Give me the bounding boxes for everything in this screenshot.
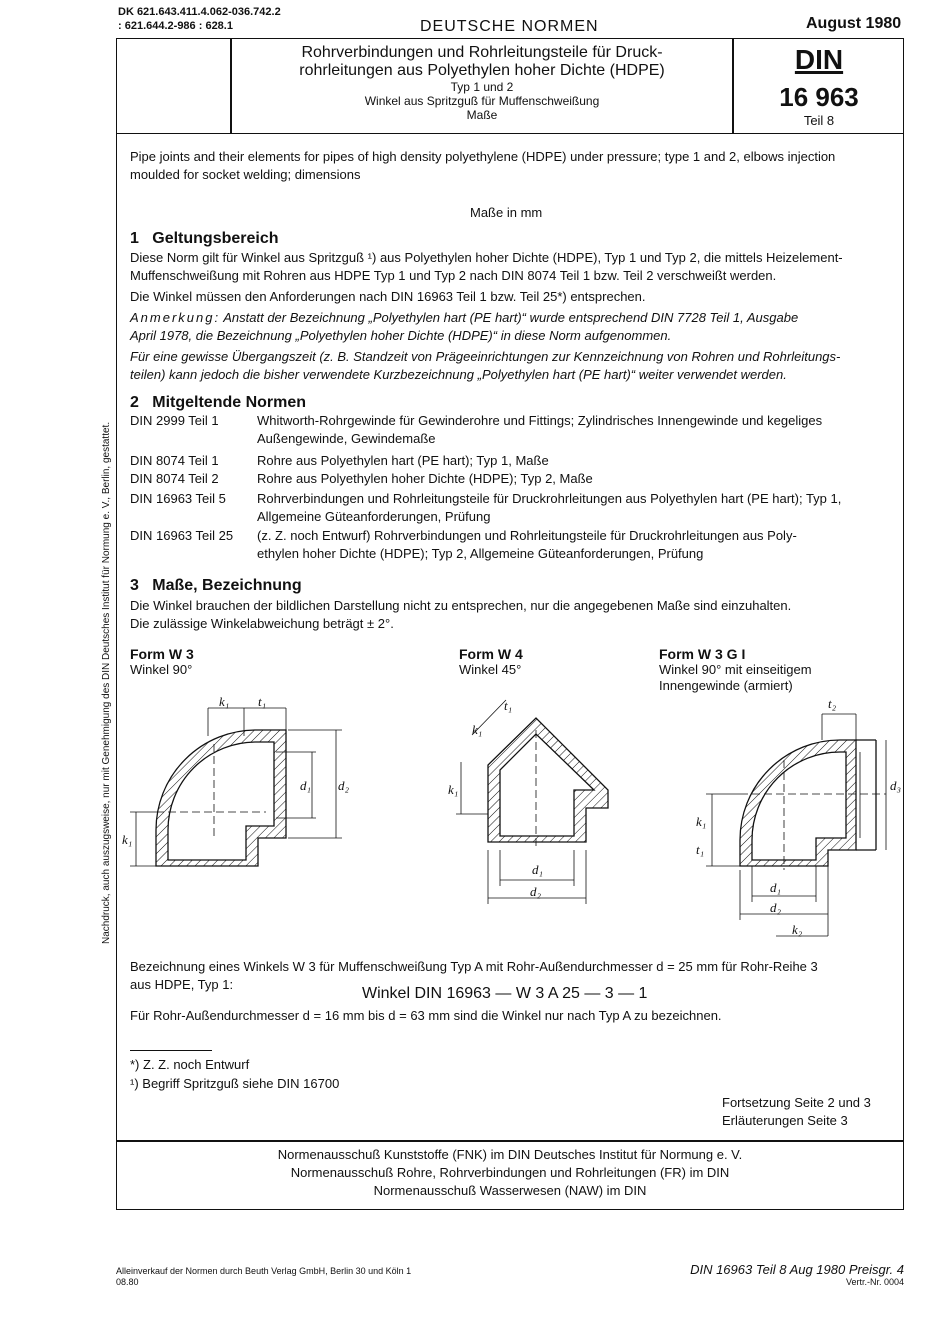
committee-line-2: Normenausschuß Rohre, Rohrverbindungen und Rohrleitungen (FR) im DIN	[290, 1165, 730, 1180]
committee-line-3: Normenausschuß Wasserwesen (NAW) im DIN	[373, 1183, 647, 1198]
title-line-1: Rohrverbindungen und Rohrleitungsteile für Druck-	[301, 44, 663, 61]
norm-text	[257, 527, 890, 563]
norm-text-line-2: ethylen hoher Dichte (HDPE); Typ 2, Allgemeine Güteanforderungen, Prüfung	[257, 546, 704, 561]
continuation-line-2: Erläuterungen Seite 3	[722, 1113, 848, 1128]
form-w3gi-title: Form W 3 G I	[659, 646, 746, 662]
w3gi-t2-label: t₂	[828, 696, 837, 711]
w4-t1-label: t₁	[504, 698, 513, 713]
norm-code: DIN 2999 Teil 1	[130, 413, 219, 428]
form-w4-heading	[459, 646, 523, 678]
footnote-rule	[130, 1050, 212, 1051]
w3gi-d3-label: d₃	[890, 778, 902, 793]
continuation-line-1: Fortsetzung Seite 2 und 3	[722, 1095, 871, 1110]
section-3-title: Maße, Bezeichnung	[152, 577, 302, 594]
norm-code: DIN 8074 Teil 1	[130, 453, 219, 468]
title-line-4: Winkel aus Spritzguß für Muffenschweißung	[364, 94, 600, 108]
w3gi-t1-label: t₁	[696, 842, 705, 857]
norm-text-line-2: Allgemeine Güteanforderungen, Prüfung	[257, 509, 491, 524]
din-part: Teil 8	[803, 113, 835, 128]
w3gi-k2-label: k₂	[792, 922, 803, 937]
din-logo: DIN	[794, 44, 844, 75]
designation-line-2: aus HDPE, Typ 1:	[130, 977, 234, 992]
form-w3gi-heading	[659, 646, 812, 694]
w3gi-d2-label: d₂	[770, 900, 782, 915]
s1-note-label: Anmerkung:	[130, 310, 221, 325]
form-w3gi-subtitle-1: Winkel 90° mit einseitigem	[659, 662, 812, 677]
section-1-title: Geltungsbereich	[152, 230, 279, 247]
form-w3-title: Form W 3	[130, 646, 194, 662]
s1-p2: Die Winkel müssen den Anforderungen nach DIN 16963 Teil 1 bzw. Teil 25*) entsprechen.	[130, 289, 646, 304]
norm-row	[130, 452, 890, 470]
header-deutsche-normen: DEUTSCHE NORMEN	[420, 18, 599, 35]
dk-line-2: : 621.644.2-986 : 628.1	[118, 20, 233, 32]
english-title-line-1: Pipe joints and their elements for pipes of high density polyethylene (HDPE) under pressure; type 1 and 2, elbows injection	[130, 149, 836, 164]
footer-left	[116, 1266, 411, 1288]
s3-p1: Die Winkel brauchen der bildlichen Darstellung nicht zu entsprechen, nur die angegebenen Maße sind einzuhalten.	[130, 598, 792, 613]
footer-right	[560, 1262, 904, 1288]
designation-example: Winkel DIN 16963 — W 3 A 25 — 3 — 1	[362, 985, 648, 1002]
w3-k1-label: k₁	[219, 694, 230, 709]
english-title	[130, 148, 900, 184]
w4-k1-label: k₁	[472, 722, 483, 737]
w3gi-d1-label: d₁	[770, 880, 782, 895]
s1-p1-line-1: Diese Norm gilt für Winkel aus Spritzguß ¹) aus Polyethylen hoher Dichte (HDPE), Typ 1 und Typ 2, die mittels Heizelement-	[130, 250, 843, 265]
footer-din-ref: DIN 16963 Teil 8 Aug 1980 Preisgr. 4	[690, 1262, 904, 1277]
section-3-heading	[130, 577, 302, 595]
header-date: August 1980	[806, 15, 902, 32]
form-w3-subtitle: Winkel 90°	[130, 662, 193, 677]
form-w3gi-subtitle-2: Innengewinde (armiert)	[659, 678, 793, 693]
norm-text	[257, 412, 890, 448]
norm-text: Rohre aus Polyethylen hart (PE hart); Typ 1, Maße	[257, 453, 549, 468]
designation-line-3: Für Rohr-Außendurchmesser d = 16 mm bis d = 63 mm sind die Winkel nur nach Typ A zu bezeichnen.	[130, 1008, 722, 1023]
s1-p1-line-2: Muffenschweißung mit Rohren aus HDPE Typ 1 und Typ 2 nach DIN 8074 Teil 1 bzw. Teil 2 verschweißt werden.	[130, 268, 777, 283]
norm-text-line-1: Whitworth-Rohrgewinde für Gewinderohre und Fittings; Zylindrisches Innengewinde und kegeliges	[257, 413, 823, 428]
units-note: Maße in mm	[470, 205, 543, 220]
section-2-heading	[130, 394, 306, 412]
footer-vertr-nr: Vertr.-Nr. 0004	[845, 1277, 904, 1287]
s1-note-text-1: Anstatt der Bezeichnung „Polyethylen hart (PE hart)“ wurde entsprechend DIN 7728 Teil 1, Ausgabe	[223, 310, 799, 325]
section-3-body	[130, 597, 900, 633]
w4-k1-side-label: k₁	[448, 782, 459, 797]
w4-d2-label: d₂	[530, 884, 542, 899]
s1-note-line-1	[130, 309, 900, 327]
norm-text-line-1: (z. Z. noch Entwurf) Rohrverbindungen und Rohrleitungsteile für Druckrohrleitungen aus Poly-	[257, 528, 797, 543]
norm-text	[257, 490, 890, 526]
s1-note-line-4: teilen) kann jedoch die bisher verwendete Kurzbezeichnung „Polyethylen hart (PE hart)“ weiter verwendet werden.	[130, 367, 787, 382]
continuation	[722, 1094, 871, 1130]
s3-p2: Die zulässige Winkelabweichung beträgt ± 2°.	[130, 616, 394, 631]
norm-text: Rohre aus Polyethylen hoher Dichte (HDPE); Typ 2, Maße	[257, 471, 593, 486]
norm-code: DIN 8074 Teil 2	[130, 471, 219, 486]
section-2-number: 2	[130, 394, 139, 411]
norm-text-line-1: Rohrverbindungen und Rohrleitungsteile für Druckrohrleitungen aus Polyethylen hart (PE hart); Typ 1,	[257, 491, 842, 506]
title-line-2: rohrleitungen aus Polyethylen hoher Dichte (HDPE)	[299, 62, 665, 79]
w4-d1-label: d₁	[532, 862, 544, 877]
section-3-number: 3	[130, 577, 139, 594]
frame-bottom-divider	[116, 1140, 904, 1142]
w3gi-k1-label: k₁	[696, 814, 707, 829]
din-number: 16 963	[779, 82, 859, 112]
norm-text-line-2: Außengewinde, Gewindemaße	[257, 431, 436, 446]
norm-row	[130, 490, 890, 526]
w3-d1-label: d₁	[300, 778, 312, 793]
s1-note-line-3: Für eine gewisse Übergangszeit (z. B. Standzeit von Prägeeinrichtungen zur Kennzeichnung von Rohren und Rohrleitungs-	[130, 349, 841, 364]
form-w3-heading	[130, 646, 194, 678]
footnote-1: *) Z. Z. noch Entwurf	[130, 1057, 250, 1072]
designation-line-1: Bezeichnung eines Winkels W 3 für Muffenschweißung Typ A mit Rohr-Außendurchmesser d = 25 mm für Rohr-Reihe 3	[130, 959, 818, 974]
footnote-2: ¹) Begriff Spritzguß siehe DIN 16700	[130, 1076, 340, 1091]
section-1-heading	[130, 230, 279, 248]
title-text	[232, 44, 732, 122]
w3-k1-side-label: k₁	[122, 832, 133, 847]
w3-d2-label: d₂	[338, 778, 350, 793]
form-w4-title: Form W 4	[459, 646, 523, 662]
section-1-number: 1	[130, 230, 139, 247]
s1-note-line-2: April 1978, die Bezeichnung „Polyethylen hoher Dichte (HDPE)“ in diese Norm aufgenommen.	[130, 328, 672, 343]
section-1-body	[130, 249, 900, 384]
norm-row	[130, 470, 890, 488]
norm-code: DIN 16963 Teil 5	[130, 491, 226, 506]
elbow-drawings	[116, 690, 904, 950]
norm-row	[130, 412, 890, 448]
footer-date-code: 08.80	[116, 1277, 139, 1287]
footer-publisher: Alleinverkauf der Normen durch Beuth Verlag GmbH, Berlin 30 und Köln 1	[116, 1266, 412, 1276]
committee-line-1: Normenausschuß Kunststoffe (FNK) im DIN Deutsches Institut für Normung e. V.	[277, 1147, 743, 1162]
committees	[116, 1146, 904, 1200]
norm-code: DIN 16963 Teil 25	[130, 528, 234, 543]
w3-t1-label: t₁	[258, 694, 267, 709]
norm-row	[130, 527, 890, 563]
title-line-3: Typ 1 und 2	[450, 80, 514, 94]
reprint-note: Nachdruck, auch auszugsweise, nur mit Genehmigung des DIN Deutsches Institut für Normung e. V., Berlin, gestattet.	[101, 421, 112, 944]
section-2-title: Mitgeltende Normen	[152, 394, 307, 411]
form-w4-subtitle: Winkel 45°	[459, 662, 522, 677]
drawing-w3gi	[706, 714, 886, 936]
dk-line-1: DK 621.643.411.4.062-036.742.2	[118, 6, 281, 18]
english-title-line-2: moulded for socket welding; dimensions	[130, 167, 361, 182]
title-line-5: Maße	[466, 108, 498, 122]
